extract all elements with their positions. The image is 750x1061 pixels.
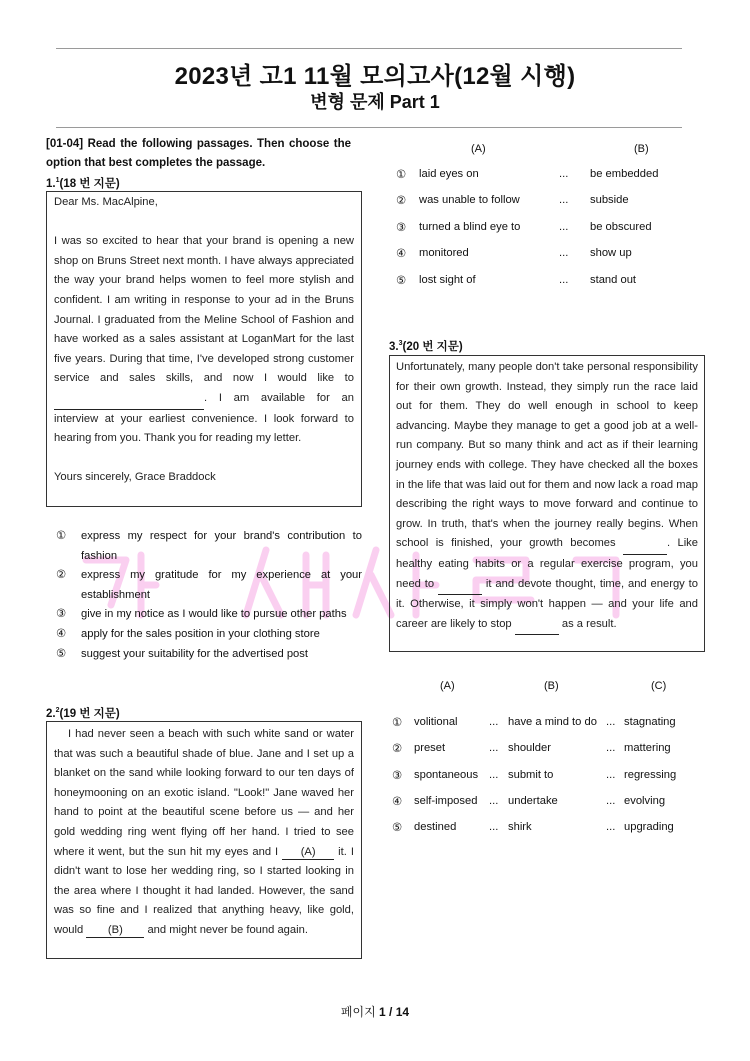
- option-3[interactable]: ③ give in my notice as I would like to pursue other paths: [56, 608, 347, 620]
- q2-option-3[interactable]: ③ turned a blind eye to ... be obscured: [396, 221, 652, 234]
- page-number: [0, 1003, 750, 1020]
- q3-col-c-header: (C): [651, 680, 667, 692]
- question-3-passage: [389, 355, 705, 652]
- option-1[interactable]: ① express my respect for your brand's contribution to fashion: [56, 530, 362, 562]
- question-2-label: [46, 705, 120, 721]
- option-2[interactable]: ② express my gratitude for my experience at your establishment: [56, 569, 362, 601]
- q2-col-b-header: (B): [634, 143, 649, 155]
- q3-option-5[interactable]: ⑤ destined ... shirk ... upgrading: [392, 821, 674, 834]
- letter-closing: Yours sincerely, Grace Braddock: [54, 471, 216, 484]
- page-title: 2023년 고1 11월 모의고사(12월 시행): [174, 63, 576, 90]
- answer-blank: [54, 389, 204, 410]
- letter-salutation: Dear Ms. MacAlpine,: [54, 196, 158, 208]
- q2-option-2[interactable]: ② was unable to follow ... subside: [396, 194, 629, 207]
- total-pages: 14: [395, 1005, 410, 1019]
- q3-option-2[interactable]: ② preset ... shoulder ... mattering: [392, 742, 671, 755]
- passage-text: I had never seen a beach with such white sand or water that was such a beautiful shade of blue. Jane and I set up a blanket on the sand while looking forward to our ten days of honeymooning on an exotic island. "Look!" Jane waved her hand to point at the beautiful scene before us — and her gold wedding ring went flying off her hand. I tried to see where it went, but the sun hit my eyes and I (A) it. I didn't want to lose her wedding ring, so I started looking in the area where I thought it had landed. However, the sand was so fine and I realized that anything heavy, like gold, would (B) and might never be found again.: [54, 728, 354, 936]
- q3-col-a-header: (A): [440, 680, 455, 692]
- question-number: 1.: [46, 178, 56, 190]
- page-label: 페이지: [340, 1005, 376, 1019]
- footnote-marker: 2: [55, 707, 60, 715]
- answer-blank-b: (B): [86, 923, 144, 938]
- page-separator: /: [389, 1005, 393, 1019]
- question-number: 3.: [389, 341, 399, 353]
- answer-blank-b: [438, 575, 482, 596]
- q3-option-3[interactable]: ③ spontaneous ... submit to ... regressing: [392, 769, 677, 782]
- option-4[interactable]: ④ apply for the sales position in your clothing store: [56, 628, 320, 640]
- question-source: (20 번 지문): [402, 341, 463, 353]
- footnote-marker: 1: [55, 177, 60, 185]
- answer-blank-a: (A): [282, 845, 334, 860]
- answer-blank-c: [515, 615, 559, 636]
- question-1-label: [46, 175, 120, 191]
- option-5[interactable]: ⑤ suggest your suitability for the advertised post: [56, 648, 308, 660]
- passage-text: Unfortunately, many people don't take personal responsibility for their own growth. Instead, they simply run the race laid out for them. They do well enough in school to keep advancing. Maybe they manage to get a good job at a well-run company. But so many think and act as if their learning journey ends with college. They have checked all the boxes in the life that was laid out for them and now lack a road map describing the right ways to move forward and continue to grow. In truth, that's when the journey really begins. When school is finished, your growth becomes . Like healthy eating habits or a regular exercise program, you need to it and devote thought, time, and energy to it. Otherwise, it simply won't happen — and your life and career are likely to stop as a result.: [396, 358, 698, 635]
- q2-option-4[interactable]: ④ monitored ... show up: [396, 247, 632, 260]
- question-2-passage: [46, 721, 362, 959]
- footnote-marker: 3: [398, 340, 403, 348]
- answer-blank-a: [623, 534, 667, 555]
- q3-col-b-header: (B): [544, 680, 559, 692]
- section-instructions: [01-04] Read the following passages. Then choose the option that best completes the passage.: [46, 138, 351, 169]
- current-page: 1: [379, 1005, 386, 1019]
- page-subtitle: 변형 문제 Part 1: [310, 92, 440, 112]
- top-rule: [56, 48, 682, 49]
- q3-option-4[interactable]: ④ self-imposed ... undertake ... evolving: [392, 795, 666, 808]
- q2-option-5[interactable]: ⑤ lost sight of ... stand out: [396, 274, 637, 287]
- question-3-label: [389, 338, 463, 354]
- question-number: 2.: [46, 708, 56, 720]
- question-source: (19 번 지문): [59, 708, 120, 720]
- letter-body: I was so excited to hear that your brand is opening a new shop on Bruns Street next month. I have always appreciated the way your brand helps women to feel more stylish and confident. I am writing in response to your ad in the Bruns Journal. I graduated from the Meline School of Fashion and have worked as a sales assistant at LoganMart for the last five years. During that time, I've developed strong customer service and sales skills, and now I would like to . I am available for an interview at your earliest convenience. I look forward to hearing from you. Thank you for reading my letter.: [54, 235, 354, 445]
- q2-option-1[interactable]: ① laid eyes on ... be embedded: [396, 168, 659, 181]
- header-bottom-rule: [56, 127, 682, 128]
- q3-option-1[interactable]: ① volitional ... have a mind to do ... stagnating: [392, 716, 676, 729]
- question-source: (18 번 지문): [59, 178, 120, 190]
- q2-col-a-header: (A): [471, 143, 486, 155]
- question-1-passage: [46, 191, 362, 507]
